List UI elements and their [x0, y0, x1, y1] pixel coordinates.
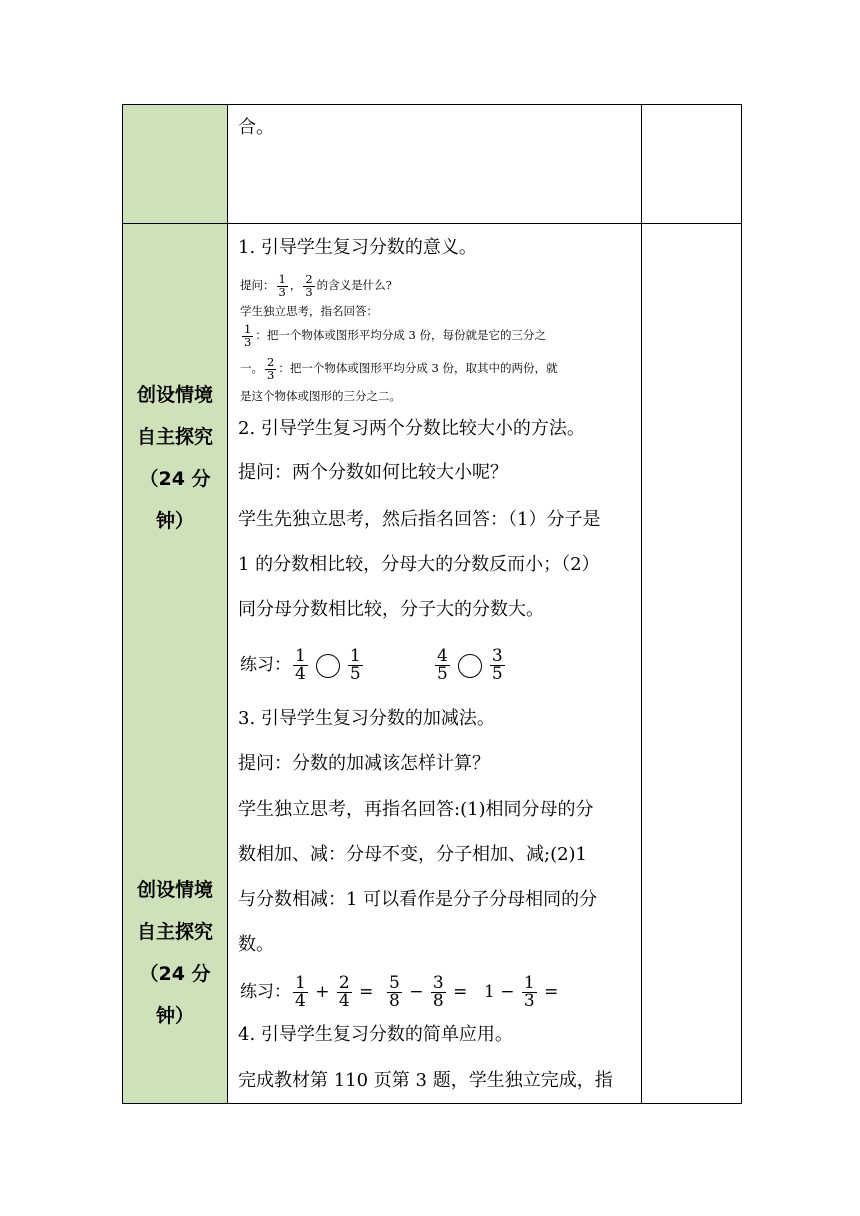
fraction: $\frac{1}{4}$	[295, 646, 306, 684]
fraction: $\frac{4}{5}$	[437, 646, 448, 684]
item2-question: 提问：两个分数如何比较大小呢？	[238, 462, 508, 483]
row1-label-cell	[123, 104, 227, 223]
stage-label-line: 创设情境	[136, 879, 213, 901]
stage-label-line: 钟）	[155, 510, 194, 532]
practice1-compare-b	[433, 648, 507, 683]
compare-circle-blank	[458, 654, 482, 678]
compare-circle-blank	[316, 654, 340, 678]
item3-answer-line: 学生独立思考，再指名回答:(1)相同分母的分	[238, 799, 594, 820]
img1-line1: 提问： $\frac{1}{3}$ ， $\frac{2}{3}$ 的含义是什么?	[240, 272, 392, 299]
fraction: $\frac{1}{4}$	[295, 973, 306, 1011]
practice2-expr3: 1 − $\frac{1}{3}$ =	[484, 973, 559, 1011]
fraction: $\frac{3}{5}$	[491, 646, 503, 684]
item3-answer-line: 数。	[238, 934, 274, 955]
row-divider	[122, 223, 742, 224]
stage-label-line: （24 分	[139, 468, 211, 490]
item2-answer-line: 同分母分数相比较，分子大的分数大。	[238, 599, 544, 620]
stage-label-lower	[123, 869, 227, 1037]
item1-heading: 1. 引导学生复习分数的意义。	[238, 237, 477, 258]
img1-line2: 学生独立思考，指名回答：	[240, 304, 378, 318]
item4-answer-line: 完成教材第 110 页第 3 题，学生独立完成，指	[238, 1070, 613, 1091]
fraction: $\frac{3}{8}$	[432, 973, 444, 1011]
stage-label-line: （24 分	[139, 963, 211, 985]
column-divider-2	[641, 104, 642, 1104]
table-border-right	[741, 104, 742, 1104]
img1-line3: $\frac{1}{3}$ ：把一个物体或图形平均分成 3 份，每份就是它的三分之	[244, 322, 546, 349]
fraction: $\frac{2}{4}$	[338, 973, 350, 1011]
item3-heading: 3. 引导学生复习分数的加减法。	[238, 708, 495, 729]
fraction-two-thirds: $\frac{2}{3}$	[267, 355, 275, 382]
stage-label-upper	[123, 374, 227, 542]
practice2-expr2: $\frac{5}{8}$ − $\frac{3}{8}$ =	[389, 973, 468, 1011]
img1-line4: 一。 $\frac{2}{3}$ ：把一个物体或图形平均分成 3 份，取其中的两份，就	[240, 355, 558, 382]
column-divider-1	[227, 104, 228, 1104]
row1-content-text: 合。	[238, 117, 274, 138]
stage-label-line: 创设情境	[136, 384, 213, 406]
practice2-expr1: 练习： $\frac{1}{4}$ + $\frac{2}{4}$ =	[240, 973, 374, 1011]
item3-question: 提问：分数的加减该怎样计算？	[238, 753, 490, 774]
item3-answer-line: 与分数相减：1 可以看作是分子分母相同的分	[238, 889, 598, 910]
item4-heading: 4. 引导学生复习分数的简单应用。	[238, 1024, 513, 1045]
table-border-bottom	[122, 1103, 742, 1104]
img1-question-prefix: 提问：	[240, 278, 275, 292]
fraction-one-third: $\frac{1}{3}$	[278, 272, 286, 299]
stage-label-line: 自主探究	[136, 426, 213, 448]
table-border-top	[122, 104, 742, 105]
item2-heading: 2. 引导学生复习两个分数比较大小的方法。	[238, 418, 585, 439]
fraction: $\frac{1}{3}$	[523, 973, 535, 1011]
item2-answer-line: 1 的分数相比较，分母大的分数反而小；（2）	[238, 554, 600, 575]
fraction: $\frac{1}{5}$	[349, 646, 361, 684]
fraction: $\frac{5}{8}$	[389, 973, 400, 1011]
fraction-one-third: $\frac{1}{3}$	[244, 322, 252, 349]
stage-label-line: 自主探究	[136, 921, 213, 943]
practice1-compare-a: 练习： $\frac{1}{4}$ $\frac{1}{5}$	[240, 646, 361, 684]
img1-line5: 是这个物体或图形的三分之二。	[240, 389, 401, 403]
item2-answer-line: 学生先独立思考，然后指名回答：（1）分子是	[238, 509, 601, 530]
item3-answer-line: 数相加、减：分母不变，分子相加、减;(2)1	[238, 844, 588, 865]
stage-label-line: 钟）	[155, 1005, 194, 1027]
fraction-two-thirds: $\frac{2}{3}$	[305, 272, 313, 299]
